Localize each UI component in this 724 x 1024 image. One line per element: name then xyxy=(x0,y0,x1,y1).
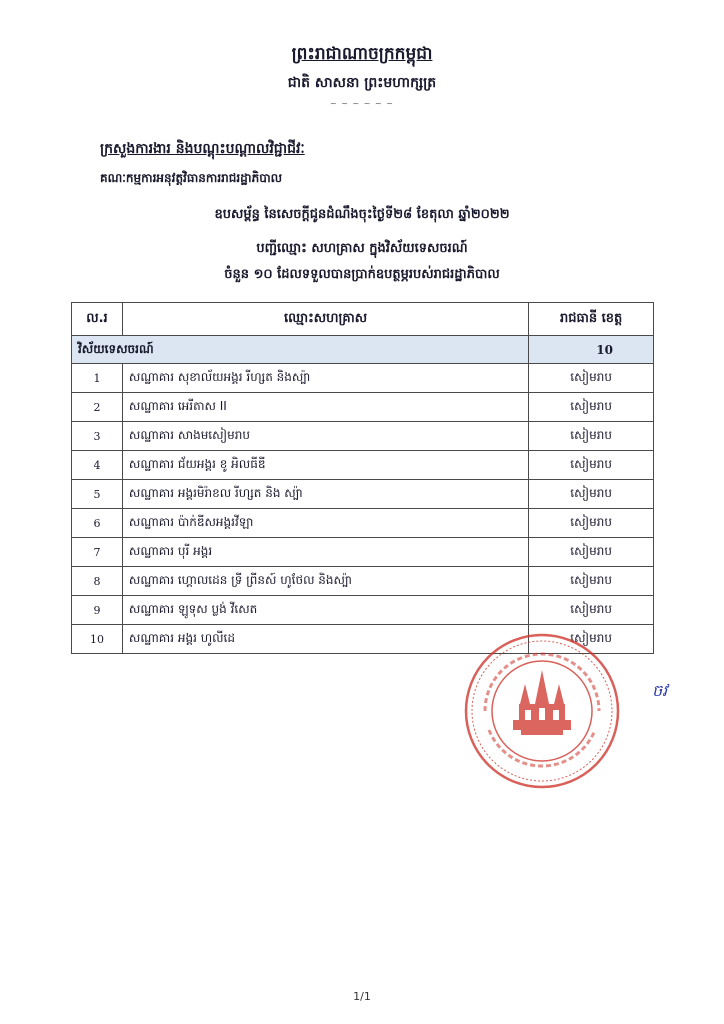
table-row xyxy=(72,393,654,422)
page-number: 1/1 xyxy=(353,990,371,1003)
row-name: សណ្ឋាគារ បុរី អង្គរ xyxy=(122,538,528,567)
list-subtitle: ចំនួន ១០ ដែលទទួលបានប្រាក់ឧបត្ថម្ភរបស់រាជរដ្ឋាភិបាល xyxy=(224,267,500,282)
list-title: បញ្ជីឈ្មោះ សហគ្រាស ក្នុងវិស័យទេសចរណ៍ xyxy=(256,241,468,256)
header-province: រាជធានី ខេត្ត xyxy=(529,303,654,336)
annex-title: ឧបសម្ព័ន្ធ នៃសេចក្តីជូនដំណឹងចុះថ្ងៃទី២៨ ខែតុលា ឆ្នាំ២០២២ xyxy=(214,207,510,222)
row-no: 8 xyxy=(72,567,123,596)
committee-name: គណៈកម្មការអនុវត្តវិធានការរាជរដ្ឋាភិបាល xyxy=(100,171,283,185)
row-province: សៀមរាប xyxy=(529,393,654,422)
row-no: 5 xyxy=(72,480,123,509)
row-no: 1 xyxy=(72,364,123,393)
row-province: សៀមរាប xyxy=(529,422,654,451)
table-row xyxy=(72,509,654,538)
angkor-temple-icon xyxy=(513,670,571,735)
row-province: សៀមរាប xyxy=(529,625,654,654)
row-name: សណ្ឋាគារ សុខាល័យអង្គរ រីហ្សត និងស្ប៉ា xyxy=(122,364,528,393)
row-no: 6 xyxy=(72,509,123,538)
row-province: សៀមរាប xyxy=(529,480,654,509)
row-no: 7 xyxy=(72,538,123,567)
row-province: សៀមរាប xyxy=(529,538,654,567)
row-name: សណ្ឋាគារ ជ័យអង្គរ ខូ អិលធីឌី xyxy=(122,451,528,480)
row-province: សៀមរាប xyxy=(529,364,654,393)
table-row xyxy=(72,451,654,480)
official-seal-stamp xyxy=(463,632,621,790)
table-row xyxy=(72,538,654,567)
row-name: សណ្ឋាគារ អេរីតាស II xyxy=(122,393,528,422)
row-name: សណ្ឋាគារ ឡូទុស ប្លង់ វីសេត xyxy=(122,596,528,625)
row-no: 4 xyxy=(72,451,123,480)
row-no: 10 xyxy=(72,625,123,654)
row-name: សណ្ឋាគារ អង្គរមិរ៉ាខល រីហ្សត និង ស្ប៉ា xyxy=(122,480,528,509)
sector-row xyxy=(72,336,654,364)
row-name: សណ្ឋាគារ ប៉ាក់ឌីសអង្គរវីឡា xyxy=(122,509,528,538)
row-no: 3 xyxy=(72,422,123,451)
table-header-row xyxy=(72,303,654,336)
header-name: ឈ្មោះសហគ្រាស xyxy=(122,303,528,336)
table-row xyxy=(72,480,654,509)
kingdom-title: ព្រះរាជាណាចក្រកម្ពុជា xyxy=(291,44,433,64)
row-name: សណ្ឋាគារ អង្គរ ហូលីដេ xyxy=(122,625,528,654)
row-province: សៀមរាប xyxy=(529,509,654,538)
row-no: 2 xyxy=(72,393,123,422)
header-no: ល.រ xyxy=(72,303,123,336)
row-name: សណ្ឋាគារ ហ្គោលដេន ទ្រី ព្រីនស៍ ហូថែល និងស្ប៉ា xyxy=(122,567,528,596)
row-name: សណ្ឋាគារ សាងមសៀមរាប xyxy=(122,422,528,451)
signature-initials: ចវ xyxy=(652,681,668,700)
sector-label: វិស័យទេសចរណ៍ xyxy=(72,336,529,364)
ornament-divider: ~ ~ ~ ~ ~ ~ xyxy=(330,99,394,108)
enterprise-table xyxy=(71,302,654,654)
table-row xyxy=(72,364,654,393)
table-row xyxy=(72,422,654,451)
table-row xyxy=(72,596,654,625)
row-no: 9 xyxy=(72,596,123,625)
row-province: សៀមរាប xyxy=(529,596,654,625)
national-motto: ជាតិ សាសនា ព្រះមហាក្សត្រ xyxy=(287,75,437,91)
table-row xyxy=(72,567,654,596)
sector-count: 10 xyxy=(529,336,654,364)
ministry-name: ក្រសួងការងារ និងបណ្តុះបណ្តាលវិជ្ជាជីវៈ xyxy=(100,141,305,157)
row-province: សៀមរាប xyxy=(529,567,654,596)
row-province: សៀមរាប xyxy=(529,451,654,480)
